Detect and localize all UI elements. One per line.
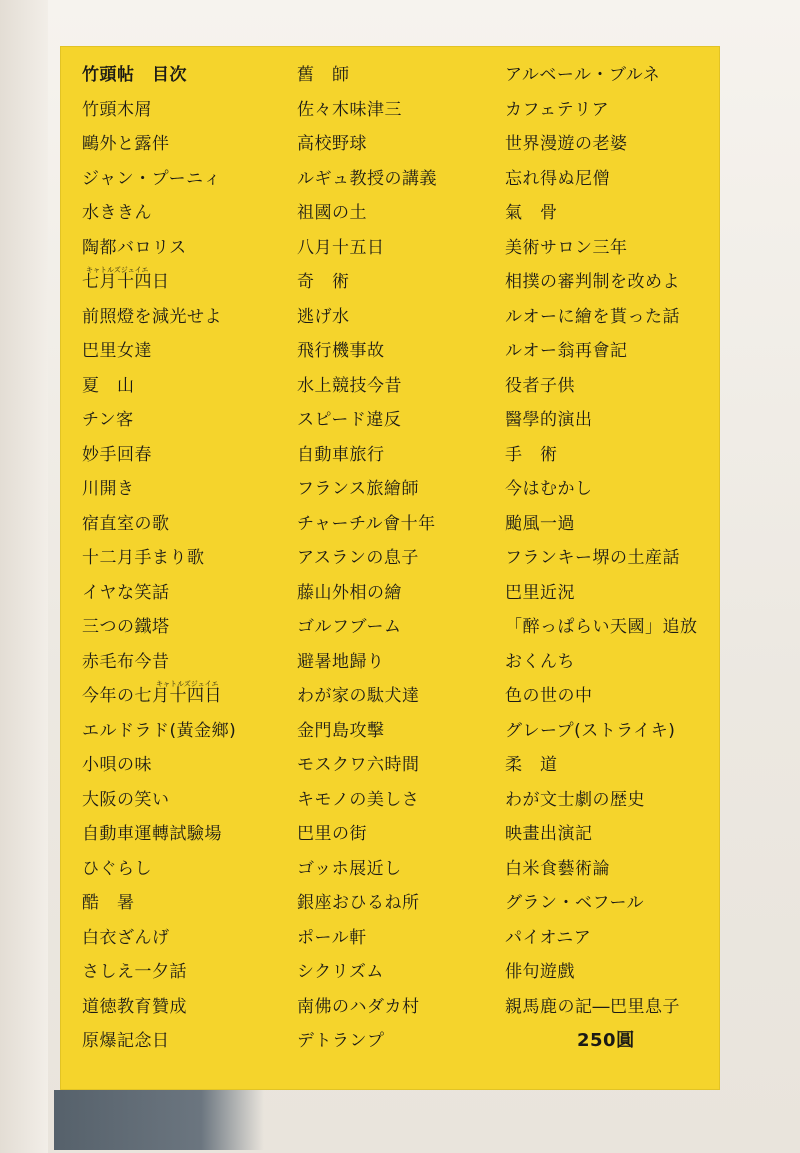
toc-entry: わが家の駄犬達	[297, 686, 420, 706]
toc-entry: チン客	[82, 410, 134, 430]
contents-title: 竹頭帖 目次	[82, 65, 187, 85]
toc-entry: 八月十五日	[297, 237, 385, 258]
toc-entry: デトランプ	[297, 1031, 385, 1051]
toc-entry: アスランの息子	[297, 548, 419, 568]
toc-entry: パイオニア	[505, 927, 592, 948]
toc-entry: 親馬鹿の記―巴里息子	[505, 996, 680, 1017]
toc-entry	[82, 266, 282, 306]
toc-entry: 南佛のハダカ村	[297, 996, 420, 1017]
toc-entry: ルギュ教授の講義	[297, 168, 437, 189]
ruby-annotation: キャトルズジュイエ	[86, 266, 149, 274]
toc-entry: ゴッホ展近し	[297, 858, 402, 879]
toc-entry: 金門島攻擊	[297, 720, 385, 741]
toc-entry: 宿直室の歌	[82, 513, 170, 534]
toc-entry: 妙手回春	[82, 444, 152, 465]
contents-column-3	[505, 64, 740, 1065]
toc-entry: 色の世の中	[505, 686, 593, 706]
contents-columns	[82, 64, 720, 1090]
toc-entry: 颱風一過	[505, 513, 575, 534]
toc-entry: 佐々木味津三	[297, 99, 402, 120]
toc-entry: 巴里近況	[505, 582, 575, 603]
ruby-annotation: キャトルズジュイエ	[156, 680, 219, 688]
toc-entry: 水ききん	[82, 203, 152, 223]
toc-entry: 俳句遊戲	[505, 962, 575, 982]
toc-entry: 柔 道	[505, 755, 558, 775]
toc-entry: 高校野球	[297, 134, 367, 154]
toc-entry: エルドラド(黃金鄉)	[82, 720, 237, 741]
toc-entry: 酷 暑	[82, 893, 135, 913]
contents-column-2	[297, 64, 497, 1065]
toc-entry: ルオーに繪を貰った話	[505, 306, 680, 327]
toc-entry: スピード違反	[297, 410, 402, 430]
toc-entry: 藤山外相の繪	[297, 582, 402, 603]
toc-entry: 小唄の味	[82, 755, 152, 775]
toc-entry: キモノの美しさ	[297, 789, 420, 810]
toc-entry: 川開き	[82, 479, 135, 499]
toc-entry: アルベール・ブルネ	[505, 65, 661, 85]
toc-entry-text: 今年の七月十四日	[82, 686, 222, 706]
toc-entry: 竹頭木屑	[82, 99, 152, 120]
toc-entry: さしえ一夕話	[82, 962, 187, 982]
toc-entry: 祖國の土	[297, 203, 367, 223]
toc-entry: グレープ(ストライキ)	[505, 720, 676, 741]
toc-entry: 今はむかし	[505, 479, 593, 499]
toc-entry: チャーチル會十年	[297, 513, 436, 534]
toc-entry: ジャン・プーニィ	[82, 168, 222, 189]
toc-entry: 手 術	[505, 444, 558, 465]
toc-entry: 忘れ得ぬ尼僧	[505, 168, 610, 189]
toc-entry: 鷗外と露伴	[82, 134, 170, 154]
toc-entry: 飛行機事故	[297, 341, 385, 361]
toc-entry: ひぐらし	[82, 858, 152, 879]
toc-entry: 映畫出演記	[505, 824, 593, 844]
toc-entry: 水上競技今昔	[297, 375, 402, 396]
toc-entry: 道徳教育贊成	[82, 996, 187, 1017]
toc-entry: 逃げ水	[297, 306, 350, 327]
toc-entry: 氣 骨	[505, 203, 558, 223]
toc-entry	[82, 680, 282, 720]
toc-entry: 美術サロン三年	[505, 237, 628, 258]
toc-entry: 赤毛布今昔	[82, 651, 170, 672]
toc-entry: 自動車旅行	[297, 444, 385, 465]
toc-entry-text: 七月十四日	[82, 272, 170, 292]
toc-entry: 「醉っぱらい天國」追放	[505, 617, 698, 637]
toc-entry: 原爆記念日	[82, 1031, 170, 1051]
toc-entry: 十二月手まり歌	[82, 548, 205, 568]
toc-entry: グラン・ベフール	[505, 893, 645, 913]
toc-entry: イヤな笑話	[82, 582, 170, 603]
price-label: 250圓	[577, 1030, 635, 1051]
toc-entry: 舊 師	[297, 65, 350, 85]
toc-entry: フランキー堺の土産話	[505, 548, 680, 568]
toc-entry: わが文士劇の歴史	[505, 789, 645, 810]
toc-entry: 夏 山	[82, 375, 135, 396]
toc-entry: 白衣ざんげ	[82, 927, 170, 948]
toc-entry: 巴里女達	[82, 341, 152, 361]
toc-entry: 役者子供	[505, 375, 575, 396]
toc-entry: 避暑地歸り	[297, 651, 385, 672]
toc-entry: 醫學的演出	[505, 410, 593, 430]
toc-entry: 前照燈を減光せよ	[82, 306, 222, 327]
toc-entry: カフェテリア	[505, 99, 610, 120]
contents-panel	[60, 46, 720, 1090]
toc-entry: ルオー翁再會記	[505, 341, 628, 361]
contents-column-1	[82, 64, 282, 1065]
toc-entry: おくんち	[505, 651, 575, 672]
toc-entry: 陶都バロリス	[82, 237, 187, 258]
toc-entry: ポール軒	[297, 927, 367, 948]
toc-entry: 奇 術	[297, 272, 350, 292]
toc-entry: シクリズム	[297, 962, 384, 982]
toc-entry: 三つの鐵塔	[82, 617, 170, 637]
toc-entry: モスクワ六時間	[297, 755, 420, 775]
toc-entry: 自動車運轉試驗場	[82, 824, 222, 844]
toc-entry: 白米食藝術論	[505, 858, 610, 879]
toc-entry: ゴルフブーム	[297, 617, 402, 637]
toc-entry: 大阪の笑い	[82, 789, 170, 810]
toc-entry: フランス旅繪師	[297, 479, 419, 499]
toc-entry: 巴里の街	[297, 824, 367, 844]
toc-entry: 銀座おひるね所	[297, 893, 420, 913]
toc-entry: 相撲の審判制を改めよ	[505, 272, 680, 292]
toc-entry: 世界漫遊の老婆	[505, 134, 628, 154]
